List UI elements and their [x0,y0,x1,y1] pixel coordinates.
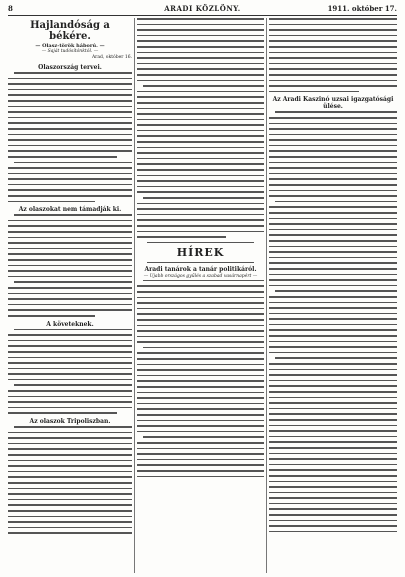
section-subhead: — Ujabb országos gyűlés a szabad vasárnapért — [143,273,258,279]
section-heading: Olaszország tervei. [38,64,102,71]
article-headline: Hajlandóság a békére. [30,20,110,42]
section-heading: Aradi tanárok a tanár politikáról. [144,265,257,273]
newspaper-title: ARADI KÖZLÖNY. [164,4,241,13]
article-text-block [8,426,132,534]
column-3 [269,18,397,573]
article-text-block [8,72,132,202]
section-heading: Az olaszokat nem támadják ki. [18,206,122,214]
article-text-block [137,280,264,477]
article-text-block [8,214,132,316]
column-2 [137,18,264,573]
news-section-title: HÍREK [176,245,225,259]
article-text-block [8,329,132,415]
header-rule [8,15,397,16]
column-separator [134,18,135,573]
section-heading: Az Aradi Kaszinó uzsai igazgatósági ülése. [272,96,394,111]
column-separator [266,18,267,573]
column-1 [8,18,132,573]
article-dateline: Arad, október 16. [91,55,132,60]
article-text-block [137,18,264,238]
section-rule [147,242,254,243]
section-heading: Az olaszok Tripoliszban. [29,418,111,426]
section-heading: A követeknek. [46,320,94,328]
section-rule [147,262,254,263]
issue-date: 1911. október 17. [327,4,397,13]
article-text-block [269,111,397,532]
article-subhead: — Olasz-török háború. — [35,43,105,49]
page-number: 8 [8,4,13,13]
article-text-block [269,18,397,92]
article-subhead-2: — Saját tudósítónktól. — [41,49,99,54]
